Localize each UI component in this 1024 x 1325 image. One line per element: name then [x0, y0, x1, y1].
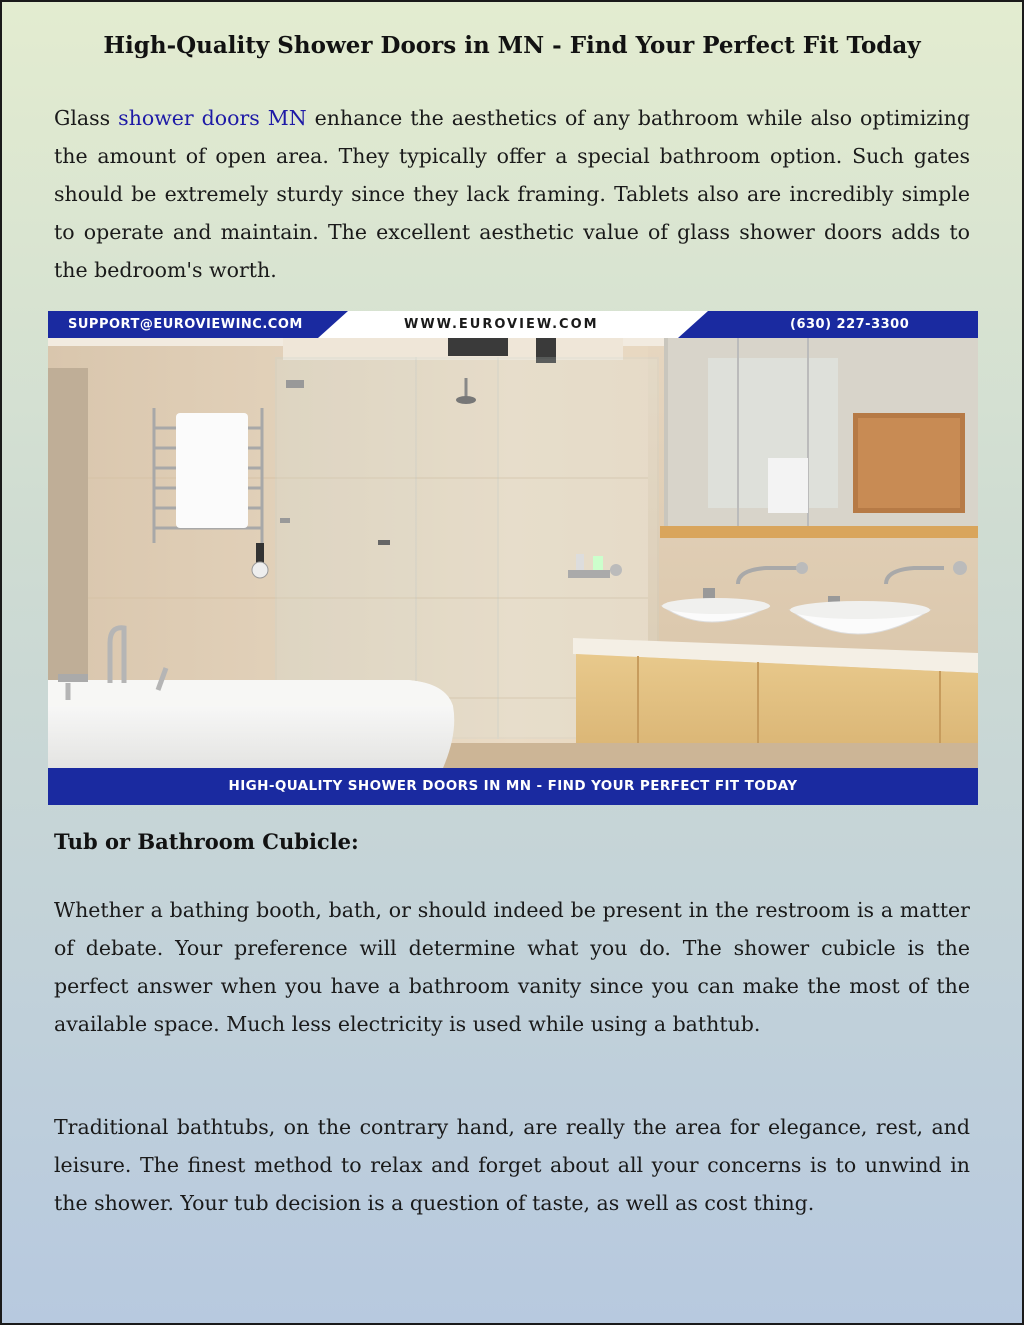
section-heading: Tub or Bathroom Cubicle:	[54, 829, 359, 854]
intro-paragraph	[54, 99, 970, 289]
intro-text-start: Glass	[54, 106, 119, 130]
banner-website: WWW.EUROVIEW.COM	[404, 317, 599, 332]
bathroom-banner-image	[48, 311, 978, 805]
section-paragraph-2: Traditional bathtubs, on the contrary hand, are really the area for elegance, rest, and leisure. The finest method to relax and forget about all your concerns is to unwind in the shower. Your tub decision is a question of taste, as well as cost thing.	[54, 1115, 970, 1215]
intro-text-rest: enhance the aesthetics of any bathroom while also optimizing the amount of open area. They typically offer a special bathroom option. Such gates should be extremely sturdy since they lack framing. Tablets also are incredibly simple to operate and maintain. The excellent aesthetic value of glass shower doors adds to the bedroom's worth.	[54, 106, 970, 282]
banner-email: SUPPORT@EUROVIEWINC.COM	[68, 317, 303, 332]
page-title: High-Quality Shower Doors in MN - Find Your Perfect Fit Today	[103, 32, 921, 59]
banner-caption-bar	[48, 768, 978, 805]
shower-doors-link[interactable]: shower doors MN	[118, 106, 307, 130]
bathroom-photo	[48, 338, 978, 768]
banner-phone: (630) 227-3300	[790, 317, 910, 332]
banner-caption: HIGH-QUALITY SHOWER DOORS IN MN - FIND YOUR PERFECT FIT TODAY	[228, 778, 798, 794]
section-paragraph-1: Whether a bathing booth, bath, or should indeed be present in the restroom is a matter of debate. Your preference will determine what you do. The shower cubicle is the perfect answer when you have a bathroom vanity since you can make the most of the available space. Much less electricity is used while using a bathtub.	[54, 898, 970, 1036]
banner-contact-bar	[48, 311, 978, 338]
